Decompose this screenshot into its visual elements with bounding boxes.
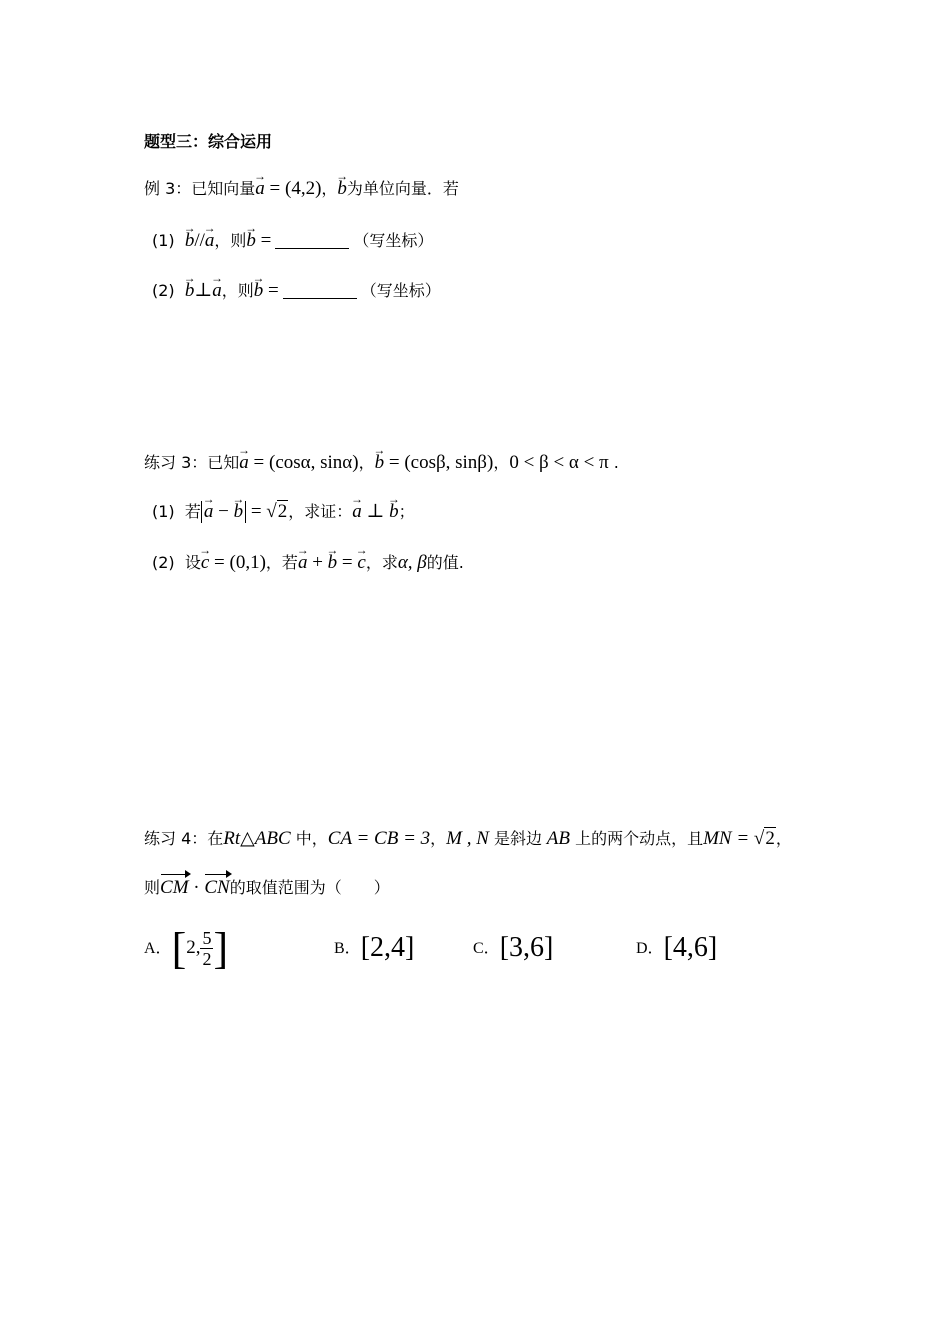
vector-cm: CM [160,874,189,902]
option-b[interactable]: B．[2,4] [334,932,415,963]
example-3-part-2: (2) → b⊥→ a，则→ b = （写坐标） [152,277,441,305]
ex3-lead: 例 3：已知向量 [144,179,256,198]
pr3-a-value: (cosα, sinα) [269,452,359,473]
vector-cn: CN [204,874,229,902]
ex3-tail: 为单位向量．若 [346,179,459,198]
example-3-statement: 例 3：已知向量→ a = (4,2)，→ b为单位向量．若 [144,175,459,203]
practice-3-part-2: (2) 设→ c = (0,1)，若→ a + → b = → c，求α, β的值. [152,549,464,577]
vector-a: → a [255,175,265,203]
practice-3-statement: 练习 3：已知→ a = (cosα, sinα)，→ b = (cosβ, sinβ)，0 < β < α < π . [144,449,619,477]
practice-4-question: 则CM · CN的取值范围为（ ） [144,874,390,902]
section-title: 题型三：综合运用 [144,132,273,151]
example-3-part-1: (1) → b//→ a，则→ b = （写坐标） [152,227,433,255]
abs-a-minus-b: → a − → b [201,501,246,523]
pr3-b-value: (cosβ, sinβ) [404,452,494,473]
answer-blank-1[interactable] [275,230,349,249]
fraction-five-halves: $\frac{5}{2}$ [202,928,212,969]
ex3-a-value: (4,2) [285,178,322,199]
practice-3-part-1: (1) 若→ a − → b = √2，求证：→ a ⊥ → b； [152,498,415,526]
vector-b: → b [337,175,347,203]
practice-4-statement: 练习 4：在Rt△ABC 中，CA = CB = 3，M , N 是斜边 AB 上的两个动点，且MN = √2， [144,828,792,849]
option-d[interactable]: D．[4,6] [636,932,718,963]
pr3-condition: 0 < β < α < π [509,452,609,473]
option-a[interactable]: A．[2, $\frac{5}{2}$ ] [144,924,229,973]
answer-blank-2[interactable] [283,280,357,299]
option-c[interactable]: C．[3,6] [473,932,554,963]
